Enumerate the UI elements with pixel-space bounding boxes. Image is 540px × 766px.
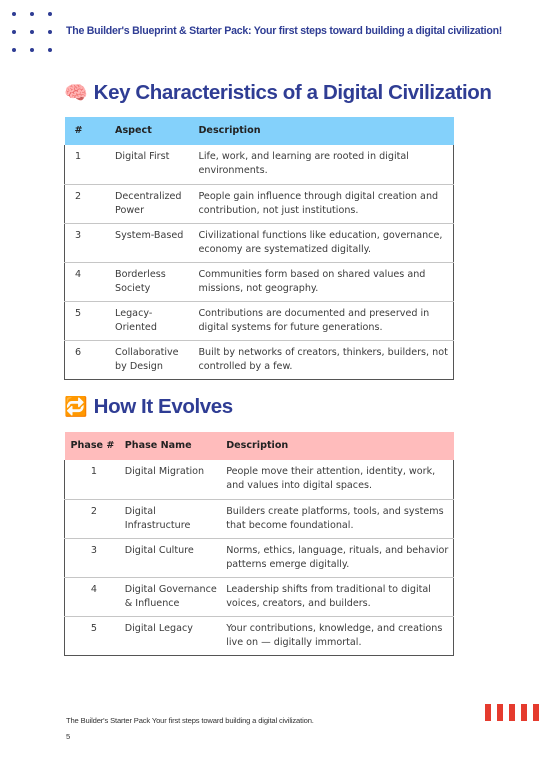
row-description: Communities form based on shared values and missions, not geography. bbox=[194, 262, 453, 301]
row-number: 5 bbox=[65, 301, 112, 340]
row-description: Civilizational functions like education, governance, economy are systematized digitally. bbox=[194, 223, 453, 262]
row-number: 2 bbox=[65, 184, 112, 223]
table-row bbox=[65, 145, 454, 184]
page-number: 5 bbox=[66, 732, 71, 741]
column-header-number: # bbox=[74, 125, 83, 136]
column-header-description: Description bbox=[198, 125, 261, 136]
table-row bbox=[65, 616, 454, 655]
row-description: Contributions are documented and preserved in digital systems for future generations. bbox=[194, 301, 453, 340]
column-header-phase-number: Phase # bbox=[70, 440, 115, 451]
row-description: Built by networks of creators, thinkers, builders, not controlled by a few. bbox=[194, 340, 453, 379]
row-phase-name: Digital Migration bbox=[121, 460, 222, 499]
row-number: 3 bbox=[65, 223, 112, 262]
decorative-dot-grid bbox=[8, 8, 56, 56]
row-description: Norms, ethics, language, rituals, and behavior patterns emerge digitally. bbox=[222, 538, 453, 577]
table-row bbox=[65, 340, 454, 379]
section-heading-evolution bbox=[64, 395, 233, 419]
row-phase-name: Digital Infrastructure bbox=[121, 499, 222, 538]
brain-icon: 🧠 bbox=[64, 81, 88, 104]
row-phase-number: 5 bbox=[65, 616, 121, 655]
row-aspect: Legacy-Oriented bbox=[111, 301, 194, 340]
footer-text: The Builder's Starter Pack Your first steps toward building a digital civilization. bbox=[66, 716, 314, 725]
row-number: 4 bbox=[65, 262, 112, 301]
column-header-aspect: Aspect bbox=[115, 125, 152, 136]
table-row bbox=[65, 262, 454, 301]
table-row bbox=[65, 538, 454, 577]
evolution-table bbox=[64, 432, 454, 656]
section-title: Key Characteristics of a Digital Civilization bbox=[93, 81, 492, 104]
table-row bbox=[65, 577, 454, 616]
row-description: Leadership shifts from traditional to digital voices, creators, and builders. bbox=[222, 577, 453, 616]
table-row bbox=[65, 301, 454, 340]
row-phase-number: 1 bbox=[65, 460, 121, 499]
column-header-description: Description bbox=[226, 440, 289, 451]
table-row bbox=[65, 460, 454, 499]
section-heading-characteristics bbox=[64, 81, 492, 105]
table-row bbox=[65, 223, 454, 262]
header-title: The Builder's Blueprint & Starter Pack: Your first steps toward building a digital civilization! bbox=[66, 25, 503, 37]
row-description: Your contributions, knowledge, and creations live on — digitally immortal. bbox=[222, 616, 453, 655]
row-aspect: Digital First bbox=[111, 145, 194, 184]
row-description: People move their attention, identity, work, and values into digital spaces. bbox=[222, 460, 453, 499]
row-aspect: Borderless Society bbox=[111, 262, 194, 301]
row-aspect: System-Based bbox=[111, 223, 194, 262]
column-header-phase-name: Phase Name bbox=[124, 440, 192, 451]
repeat-arrows-icon: 🔁 bbox=[64, 395, 88, 418]
table-header-row bbox=[65, 117, 454, 145]
table-header-row bbox=[65, 432, 454, 460]
row-phase-name: Digital Legacy bbox=[121, 616, 222, 655]
row-number: 1 bbox=[65, 145, 112, 184]
row-number: 6 bbox=[65, 340, 112, 379]
row-phase-number: 2 bbox=[65, 499, 121, 538]
row-description: People gain influence through digital creation and contribution, not just institutions. bbox=[194, 184, 453, 223]
row-phase-name: Digital Culture bbox=[121, 538, 222, 577]
table-row bbox=[65, 184, 454, 223]
characteristics-table bbox=[64, 117, 454, 380]
row-aspect: Collaborative by Design bbox=[111, 340, 194, 379]
section-title: How It Evolves bbox=[93, 395, 233, 418]
row-phase-number: 4 bbox=[65, 577, 121, 616]
row-aspect: Decentralized Power bbox=[111, 184, 194, 223]
table-row bbox=[65, 499, 454, 538]
row-description: Life, work, and learning are rooted in digital environments. bbox=[194, 145, 453, 184]
row-phase-name: Digital Governance & Influence bbox=[121, 577, 222, 616]
row-phase-number: 3 bbox=[65, 538, 121, 577]
row-description: Builders create platforms, tools, and systems that become foundational. bbox=[222, 499, 453, 538]
decorative-footer-bars bbox=[485, 704, 540, 721]
